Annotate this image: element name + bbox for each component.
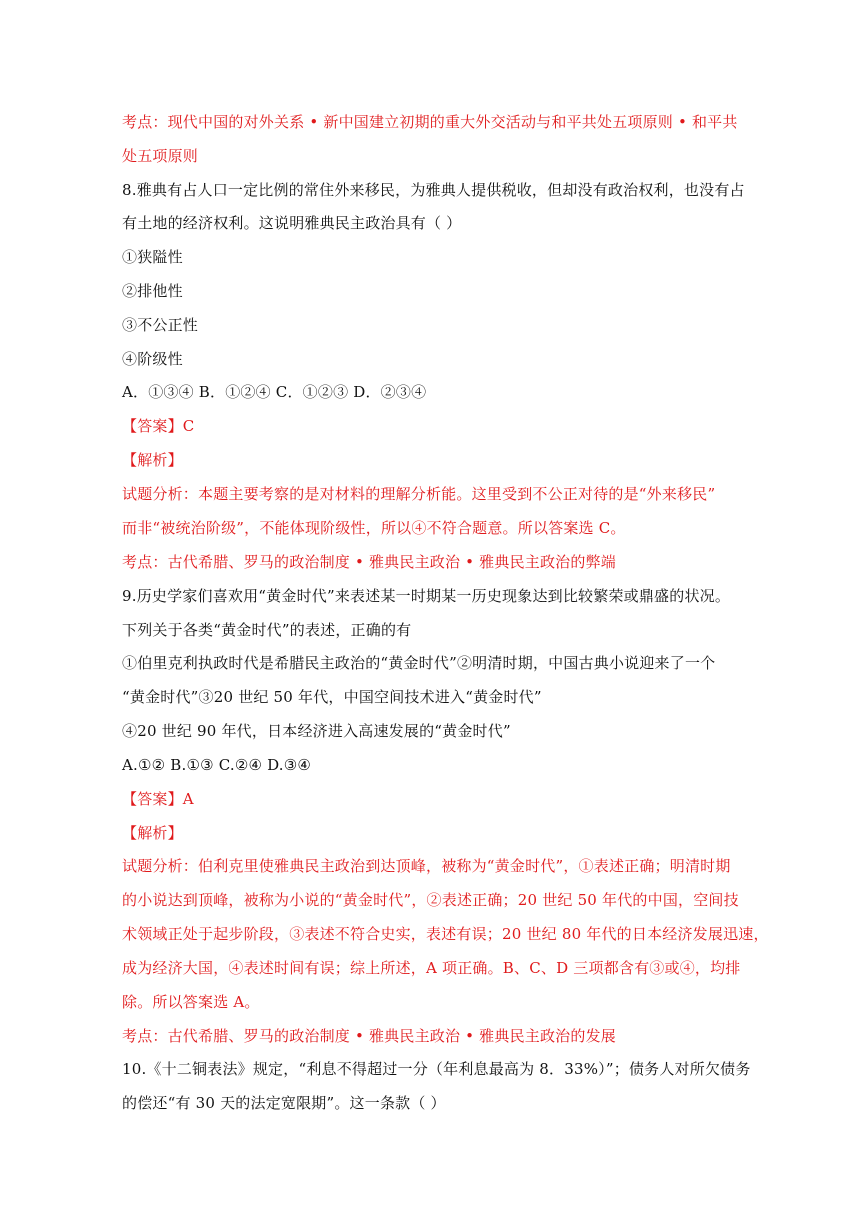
q9-analysis-line4: 成为经济大国，④表述时间有误；综上所述，A 项正确。B、C、D 三项都含有③或④，均排 [122, 959, 741, 977]
q9-analysis-label: 【解析】 [122, 824, 183, 842]
q8-analysis-line2: 而非“被统治阶级”，不能体现阶级性，所以④不符合题意。所以答案选 C。 [122, 519, 626, 537]
q8-item-4: ④阶级性 [122, 350, 183, 368]
q10-stem-line2: 的偿还“有 30 天的法定宽限期”。这一条款（ ） [122, 1094, 446, 1112]
q8-analysis-line1: 试题分析：本题主要考察的是对材料的理解分析能。这里受到不公正对待的是“外来移民” [122, 485, 716, 503]
q8-stem-line2: 有土地的经济权利。这说明雅典民主政治具有（ ） [122, 214, 462, 232]
q8-stem-line1: 8.雅典有占人口一定比例的常住外来移民，为雅典人提供税收，但却没有政治权利，也没有占 [122, 181, 745, 199]
q9-stem-line2: 下列关于各类“黄金时代”的表述，正确的有 [122, 621, 412, 639]
q8-item-1: ①狭隘性 [122, 248, 183, 266]
q7-kaodian-line2: 处五项原则 [122, 147, 199, 165]
q9-analysis-line2: 的小说达到顶峰，被称为小说的“黄金时代”，②表述正确；20 世纪 50 年代的中国，空间技 [122, 891, 739, 909]
q9-kaodian: 考点：古代希腊、罗马的政治制度 • 雅典民主政治 • 雅典民主政治的发展 [122, 1027, 616, 1045]
q8-item-3: ③不公正性 [122, 316, 199, 334]
q7-kaodian-line1: 考点：现代中国的对外关系 • 新中国建立初期的重大外交活动与和平共处五项原则 • 和平共 [122, 113, 738, 131]
q8-answer: 【答案】C [122, 417, 195, 435]
q9-answer: 【答案】A [122, 790, 194, 808]
q9-item-line3: ④20 世纪 90 年代，日本经济进入高速发展的“黄金时代” [122, 722, 511, 740]
q9-stem-line1: 9.历史学家们喜欢用“黄金时代”来表述某一时期某一历史现象达到比较繁荣或鼎盛的状况。 [122, 587, 731, 605]
q9-item-line2: “黄金时代”③20 世纪 50 年代，中国空间技术进入“黄金时代” [122, 688, 542, 706]
q9-analysis-line1: 试题分析：伯利克里使雅典民主政治到达顶峰，被称为“黄金时代”，①表述正确；明清时期 [122, 857, 731, 875]
q9-item-line1: ①伯里克利执政时代是希腊民主政治的“黄金时代”②明清时期，中国古典小说迎来了一个 [122, 654, 716, 672]
q9-choices: A.①② B.①③ C.②④ D.③④ [122, 756, 312, 774]
q8-item-2: ②排他性 [122, 282, 183, 300]
q8-analysis-label: 【解析】 [122, 451, 183, 469]
q9-analysis-line3: 术领域正处于起步阶段，③表述不符合史实，表述有误；20 世纪 80 年代的日本经济发展迅速， [122, 925, 769, 943]
q9-analysis-line5: 除。所以答案选 A。 [122, 993, 260, 1011]
q8-choices: A．①③④ B．①②④ C．①②③ D．②③④ [122, 383, 427, 401]
q10-stem-line1: 10.《十二铜表法》规定，“利息不得超过一分（年利息最高为 8．33%）”；债务人对所欠债务 [122, 1060, 751, 1078]
q8-kaodian: 考点：古代希腊、罗马的政治制度 • 雅典民主政治 • 雅典民主政治的弊端 [122, 553, 616, 571]
